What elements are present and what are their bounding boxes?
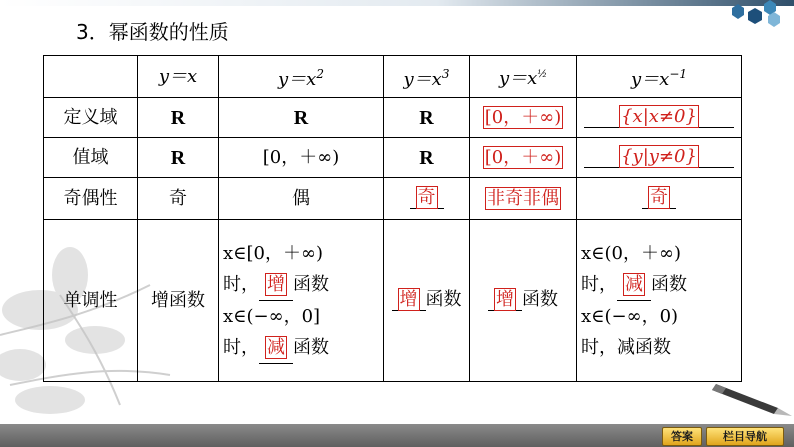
cell: R bbox=[219, 98, 384, 138]
monotonic-x-inv-cell: x∈(0，＋∞) 时， 减 函数 x∈(−∞，0) 时，减函数 bbox=[577, 220, 742, 382]
top-accent-bar bbox=[0, 0, 794, 6]
answer-text: 增 bbox=[399, 289, 418, 310]
monotonic-x2-cell: x∈[0，＋∞) 时， 增 函数 x∈(−∞，0] 时， 减 函数 bbox=[219, 220, 384, 382]
cell: 增函数 bbox=[138, 220, 219, 382]
cell: [0，＋∞) bbox=[219, 138, 384, 178]
table-row-range bbox=[44, 138, 742, 178]
cell: R bbox=[138, 98, 219, 138]
table-row-monotonicity bbox=[44, 220, 742, 382]
row-label: 单调性 bbox=[44, 220, 138, 382]
cell: R bbox=[384, 138, 470, 178]
answer-cell bbox=[470, 98, 577, 138]
row-label: 定义域 bbox=[44, 98, 138, 138]
answer-cell bbox=[577, 138, 742, 178]
cell: 偶 bbox=[219, 178, 384, 220]
answer-button[interactable]: 答案 bbox=[662, 427, 702, 446]
pen-decoration-icon bbox=[712, 378, 794, 418]
answer-cell bbox=[470, 178, 577, 220]
section-heading: 3．幂函数的性质 bbox=[76, 20, 229, 44]
answer-text: 奇 bbox=[417, 187, 436, 208]
cell: 奇 bbox=[138, 178, 219, 220]
answer-cell bbox=[470, 138, 577, 178]
header-y-eq-x-inv: $y=x^{-1}$ bbox=[577, 56, 742, 98]
header-y-eq-x2: $y=x^2$ bbox=[219, 56, 384, 98]
monotonic-x3-cell: 增 函数 bbox=[384, 220, 470, 382]
table-row-domain bbox=[44, 98, 742, 138]
line: x∈(−∞，0] bbox=[223, 305, 321, 327]
answer-text: [0，＋∞) bbox=[484, 106, 562, 128]
table-row-parity bbox=[44, 178, 742, 220]
answer-text: [0，＋∞) bbox=[484, 146, 562, 168]
row-label: 奇偶性 bbox=[44, 178, 138, 220]
answer-text: 增 bbox=[267, 273, 285, 295]
line: x∈[0，＋∞) bbox=[223, 242, 323, 264]
line: 时，减函数 bbox=[581, 337, 671, 358]
cell: R bbox=[138, 138, 219, 178]
section-nav-button[interactable]: 栏目导航 bbox=[706, 427, 784, 446]
answer-text: {x|x≠0} bbox=[621, 106, 697, 127]
line: x∈(0，＋∞) bbox=[581, 243, 681, 264]
answer-text: 非奇非偶 bbox=[487, 187, 559, 209]
answer-text: 奇 bbox=[650, 187, 668, 208]
monotonic-x-half-cell: 增 函数 bbox=[470, 220, 577, 382]
answer-text: 减 bbox=[267, 336, 285, 358]
power-function-properties-table bbox=[43, 55, 742, 382]
answer-text: {y|y≠0} bbox=[621, 146, 697, 167]
answer-text: 增 bbox=[496, 289, 514, 310]
header-y-eq-x: y＝x bbox=[138, 56, 219, 98]
header-y-eq-x3: $y=x^3$ bbox=[384, 56, 470, 98]
answer-text: 减 bbox=[625, 274, 643, 295]
hexagon-logo-icon bbox=[724, 0, 788, 28]
header-y-eq-x-half: $y=x^{\frac{1}{2}}$ bbox=[470, 56, 577, 98]
cell: R bbox=[384, 98, 470, 138]
answer-cell bbox=[577, 178, 742, 220]
answer-cell bbox=[384, 178, 470, 220]
table-header-row bbox=[44, 56, 742, 98]
header-blank-cell bbox=[44, 56, 138, 98]
row-label: 值域 bbox=[44, 138, 138, 178]
answer-cell bbox=[577, 98, 742, 138]
line: x∈(−∞，0) bbox=[581, 306, 679, 327]
